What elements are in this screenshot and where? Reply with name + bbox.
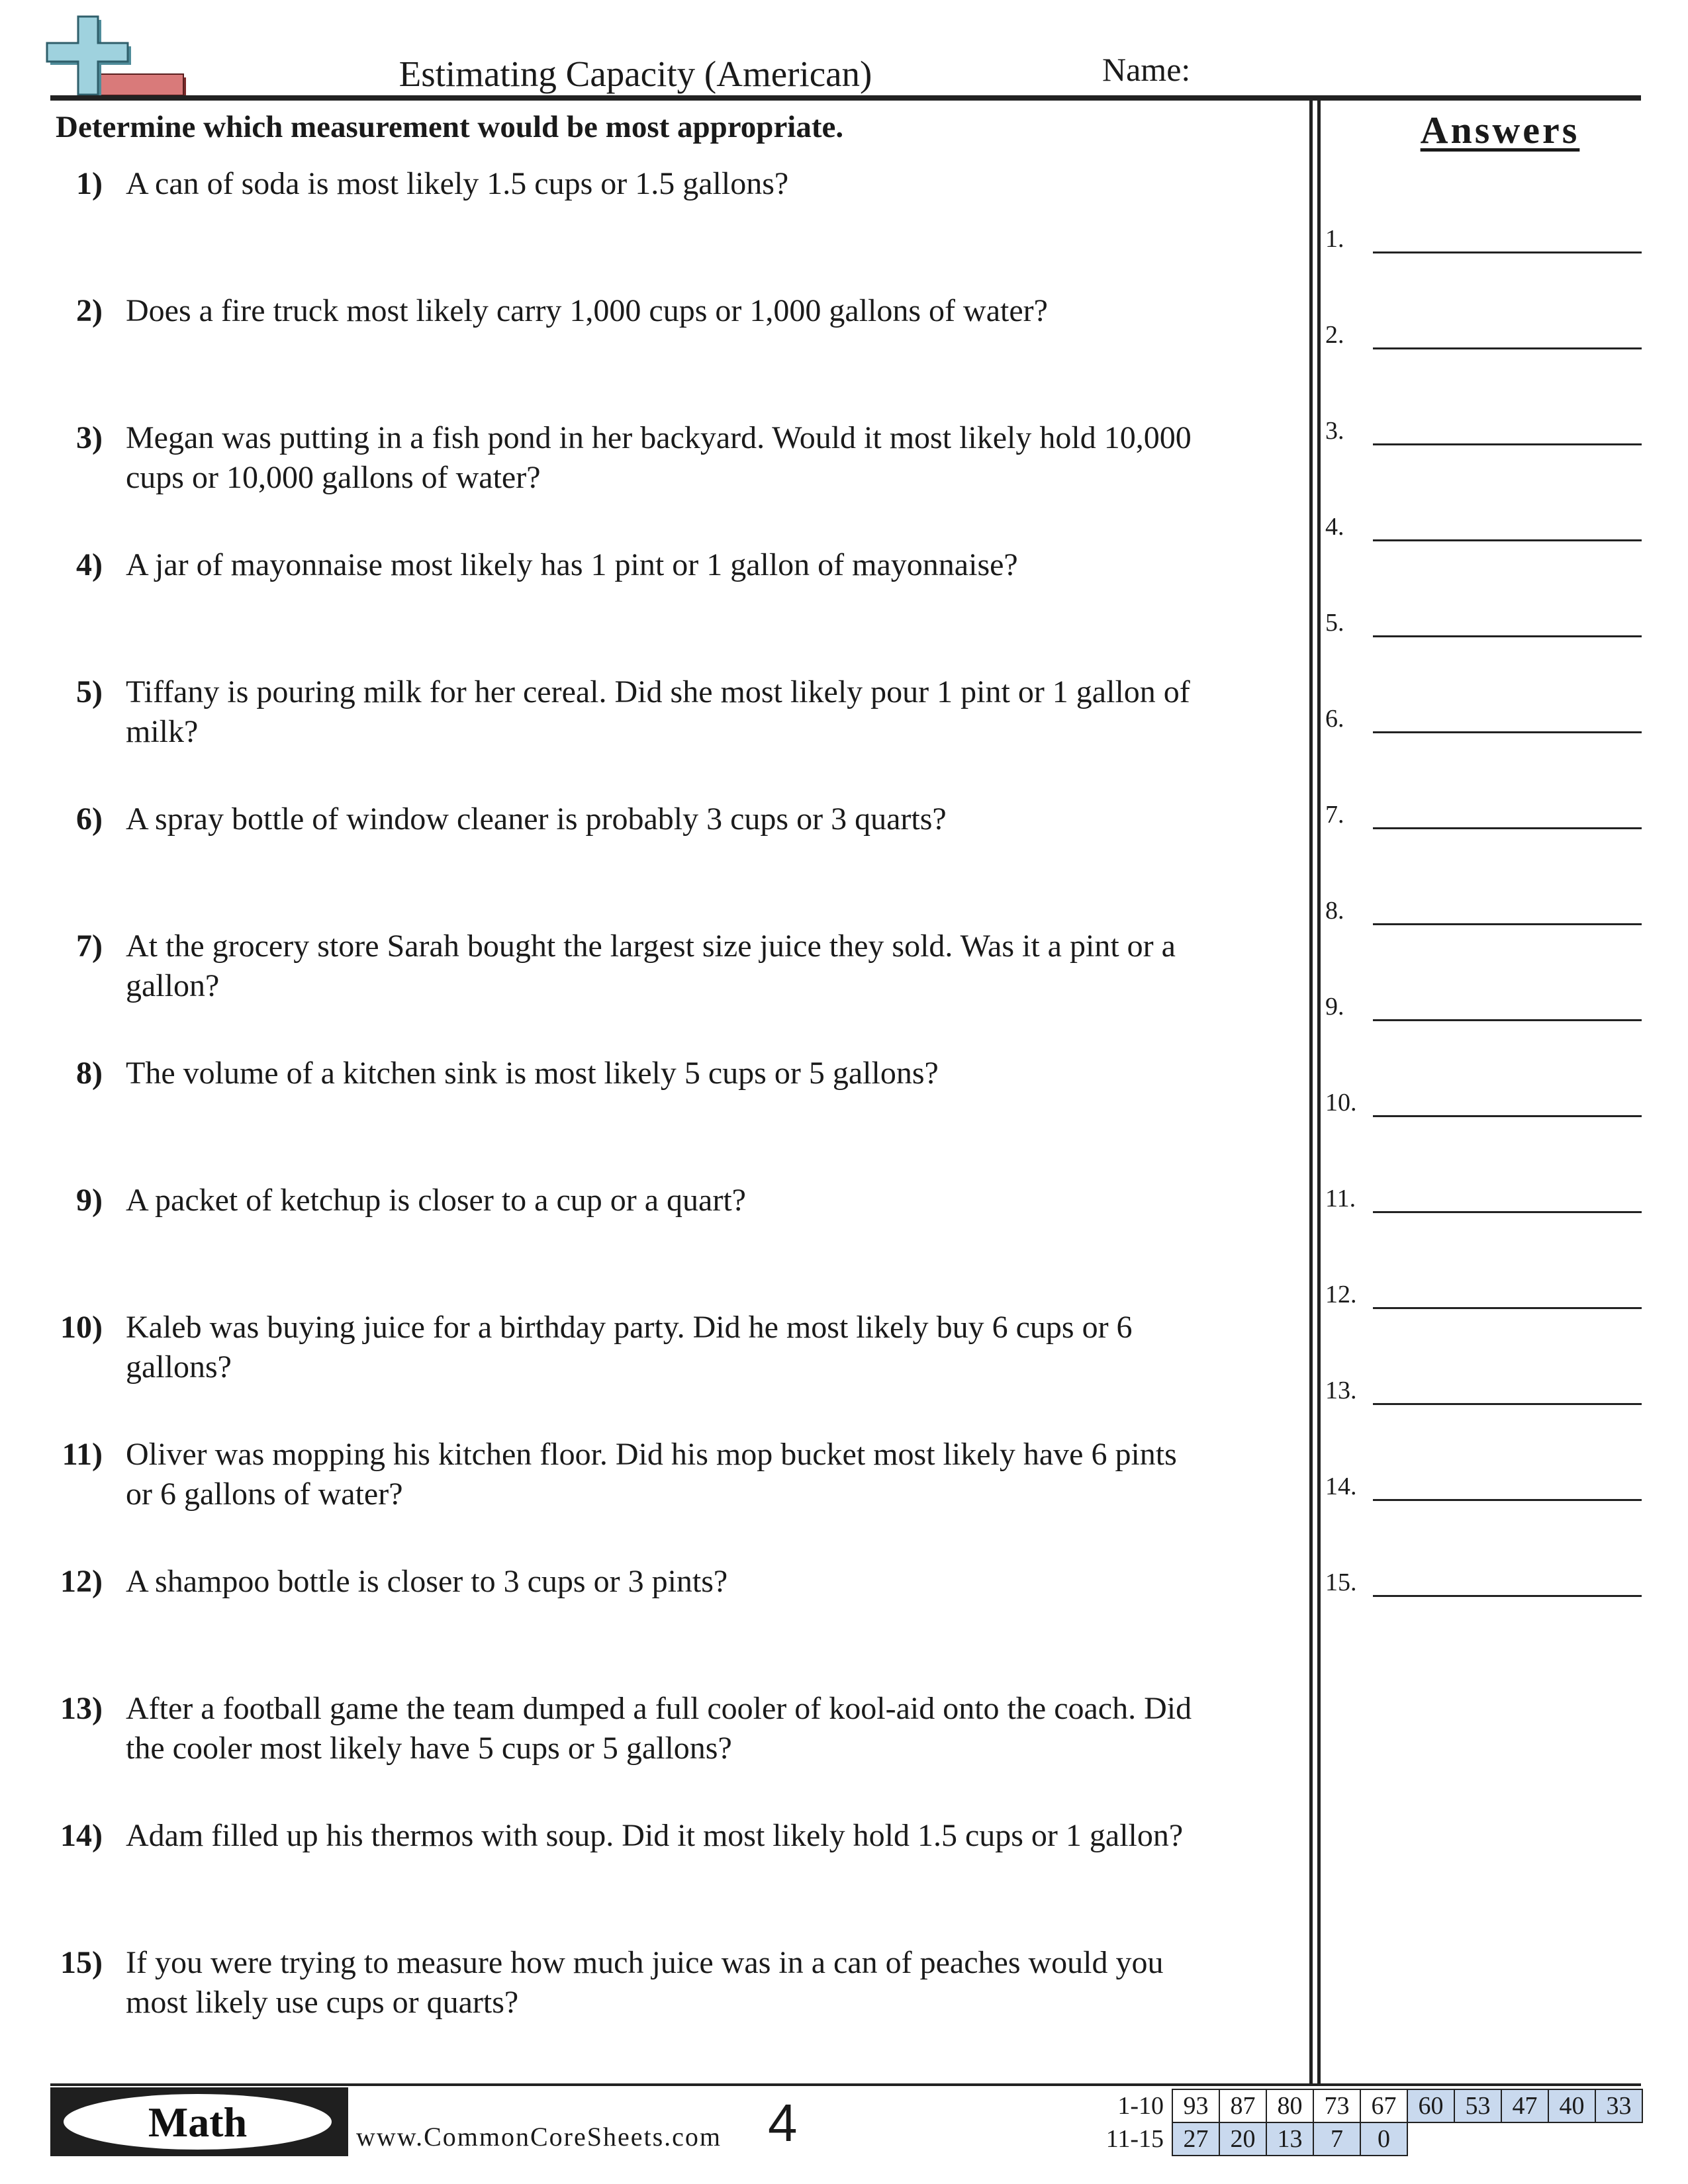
- score-cell: 60: [1407, 2089, 1454, 2122]
- question-number: 7): [76, 929, 103, 964]
- answer-number: 15.: [1325, 1569, 1357, 1596]
- answer-number: 8.: [1325, 897, 1344, 925]
- column-divider-right: [1317, 101, 1321, 2086]
- score-cell: 0: [1360, 2122, 1407, 2156]
- score-row-11-15: [1086, 2122, 1642, 2156]
- answer-blank-11[interactable]: [1325, 1187, 1642, 1213]
- question-text: Oliver was mopping his kitchen floor. Did his mop bucket most likely have 6 pints: [126, 1437, 1177, 1472]
- question-text: The volume of a kitchen sink is most likely 5 cups or 5 gallons?: [126, 1056, 939, 1091]
- question-number: 2): [76, 293, 103, 328]
- answer-number: 1.: [1325, 225, 1344, 253]
- answer-underline: [1373, 827, 1642, 829]
- answer-number: 3.: [1325, 417, 1344, 445]
- question-number: 6): [76, 801, 103, 837]
- question-text: If you were trying to measure how much juice was in a can of peaches would you: [126, 1945, 1164, 1980]
- question-7: [40, 927, 1284, 1006]
- answer-number: 7.: [1325, 801, 1344, 829]
- answer-number: 2.: [1325, 321, 1344, 349]
- answers-heading: Answers: [1420, 109, 1580, 152]
- score-cell: 80: [1266, 2089, 1313, 2122]
- answer-blank-15[interactable]: [1325, 1570, 1642, 1597]
- question-8: [40, 1054, 1284, 1093]
- question-text: Tiffany is pouring milk for her cereal. Did she most likely pour 1 pint or 1 gallon of: [126, 674, 1190, 709]
- question-15: [40, 1943, 1284, 2023]
- score-cell: 67: [1360, 2089, 1407, 2122]
- score-empty: [1501, 2122, 1548, 2156]
- question-11: [40, 1435, 1284, 1514]
- score-cell: 33: [1595, 2089, 1642, 2122]
- answer-number: 9.: [1325, 993, 1344, 1021]
- question-text-line-2: cups or 10,000 gallons of water?: [126, 460, 541, 495]
- question-2: [40, 291, 1284, 331]
- answer-blank-5[interactable]: [1325, 611, 1642, 637]
- question-number: 5): [76, 674, 103, 709]
- question-text-line-2: milk?: [126, 714, 199, 749]
- score-cell: 20: [1219, 2122, 1266, 2156]
- question-text: A spray bottle of window cleaner is probably 3 cups or 3 quarts?: [126, 801, 947, 837]
- question-14: [40, 1816, 1284, 1856]
- answer-underline: [1373, 1499, 1642, 1501]
- answer-number: 6.: [1325, 705, 1344, 733]
- score-row-label: 11-15: [1105, 2125, 1164, 2153]
- question-text: At the grocery store Sarah bought the largest size juice they sold. Was it a pint or a: [126, 929, 1176, 964]
- question-text: After a football game the team dumped a full cooler of kool-aid onto the coach. Did: [126, 1691, 1192, 1726]
- question-text-line-2: gallon?: [126, 968, 220, 1003]
- answer-blank-8[interactable]: [1325, 899, 1642, 925]
- answer-blank-13[interactable]: [1325, 1379, 1642, 1405]
- question-text: Kaleb was buying juice for a birthday party. Did he most likely buy 6 cups or 6: [126, 1310, 1133, 1345]
- question-number: 3): [76, 420, 103, 455]
- answer-number: 4.: [1325, 513, 1344, 541]
- answer-underline: [1373, 539, 1642, 541]
- answer-underline: [1373, 443, 1642, 445]
- answer-blank-1[interactable]: [1325, 227, 1642, 253]
- question-text: Megan was putting in a fish pond in her backyard. Would it most likely hold 10,000: [126, 420, 1192, 455]
- answer-number: 11.: [1325, 1185, 1356, 1212]
- question-text: A jar of mayonnaise most likely has 1 pint or 1 gallon of mayonnaise?: [126, 547, 1018, 582]
- instructions: Determine which measurement would be most appropriate.: [56, 110, 844, 144]
- question-number: 8): [76, 1056, 103, 1091]
- question-text-line-2: or 6 gallons of water?: [126, 1477, 403, 1512]
- score-empty: [1548, 2122, 1595, 2156]
- answer-underline: [1373, 731, 1642, 733]
- header-rule: [50, 95, 1641, 101]
- score-row-1-10: [1086, 2089, 1642, 2122]
- answer-underline: [1373, 635, 1642, 637]
- question-number: 15): [60, 1945, 103, 1980]
- answer-underline: [1373, 1403, 1642, 1405]
- score-table: [1086, 2089, 1643, 2156]
- question-text-line-2: gallons?: [126, 1349, 232, 1385]
- score-cell: 27: [1172, 2122, 1219, 2156]
- answer-number: 12.: [1325, 1281, 1357, 1308]
- question-number: 9): [76, 1183, 103, 1218]
- website-url: www.CommonCoreSheets.com: [356, 2122, 722, 2152]
- answer-underline: [1373, 1019, 1642, 1021]
- question-number: 11): [62, 1437, 103, 1472]
- question-12: [40, 1562, 1284, 1602]
- question-text-line-2: most likely use cups or quarts?: [126, 1985, 519, 2020]
- name-label: Name:: [1102, 51, 1191, 88]
- answer-blank-6[interactable]: [1325, 707, 1642, 733]
- score-cell: 13: [1266, 2122, 1313, 2156]
- score-cell: 40: [1548, 2089, 1595, 2122]
- question-number: 10): [60, 1310, 103, 1345]
- answer-blank-4[interactable]: [1325, 515, 1642, 541]
- question-number: 1): [76, 166, 103, 201]
- worksheet-title: Estimating Capacity (American): [399, 54, 872, 94]
- answer-blank-2[interactable]: [1325, 323, 1642, 349]
- answer-blank-3[interactable]: [1325, 419, 1642, 445]
- question-text: Does a fire truck most likely carry 1,000 cups or 1,000 gallons of water?: [126, 293, 1048, 328]
- answer-underline: [1373, 1115, 1642, 1117]
- score-cell: 7: [1313, 2122, 1360, 2156]
- question-number: 14): [60, 1818, 103, 1853]
- answer-blank-12[interactable]: [1325, 1283, 1642, 1309]
- answer-underline: [1373, 1307, 1642, 1309]
- question-13: [40, 1689, 1284, 1768]
- answer-underline: [1373, 1595, 1642, 1597]
- score-cell: 87: [1219, 2089, 1266, 2122]
- answer-number: 5.: [1325, 609, 1344, 637]
- answer-blank-9[interactable]: [1325, 995, 1642, 1021]
- question-text: A packet of ketchup is closer to a cup or a quart?: [126, 1183, 746, 1218]
- answer-blank-7[interactable]: [1325, 803, 1642, 829]
- score-row-label: 1-10: [1117, 2092, 1164, 2120]
- footer-rule: [50, 2083, 1641, 2086]
- question-text: A shampoo bottle is closer to 3 cups or 3 pints?: [126, 1564, 728, 1599]
- score-empty: [1407, 2122, 1454, 2156]
- score-empty: [1595, 2122, 1642, 2156]
- answer-number: 13.: [1325, 1377, 1357, 1404]
- score-cell: 53: [1454, 2089, 1501, 2122]
- question-number: 12): [60, 1564, 103, 1599]
- question-9: [40, 1181, 1284, 1220]
- page-number: 4: [768, 2093, 798, 2152]
- question-6: [40, 799, 1284, 839]
- answer-underline: [1373, 347, 1642, 349]
- answer-number: 14.: [1325, 1473, 1357, 1500]
- column-divider-left: [1309, 101, 1313, 2086]
- score-cell: 47: [1501, 2089, 1548, 2122]
- answer-number: 10.: [1325, 1089, 1357, 1116]
- question-5: [40, 672, 1284, 752]
- question-number: 13): [60, 1691, 103, 1726]
- score-cell: 93: [1172, 2089, 1219, 2122]
- question-text: Adam filled up his thermos with soup. Did it most likely hold 1.5 cups or 1 gallon?: [126, 1818, 1184, 1853]
- answer-blank-14[interactable]: [1325, 1475, 1642, 1501]
- answer-underline: [1373, 251, 1642, 253]
- question-3: [40, 418, 1284, 498]
- score-empty: [1454, 2122, 1501, 2156]
- answer-blank-10[interactable]: [1325, 1091, 1642, 1117]
- subject-badge: [50, 2087, 348, 2156]
- answer-underline: [1373, 923, 1642, 925]
- question-text-line-2: the cooler most likely have 5 cups or 5 gallons?: [126, 1731, 732, 1766]
- question-1: [40, 164, 1284, 204]
- question-text: A can of soda is most likely 1.5 cups or 1.5 gallons?: [126, 166, 789, 201]
- answer-underline: [1373, 1211, 1642, 1213]
- subject-label: Math: [64, 2094, 332, 2150]
- question-4: [40, 545, 1284, 585]
- question-10: [40, 1308, 1284, 1387]
- question-number: 4): [76, 547, 103, 582]
- score-cell: 73: [1313, 2089, 1360, 2122]
